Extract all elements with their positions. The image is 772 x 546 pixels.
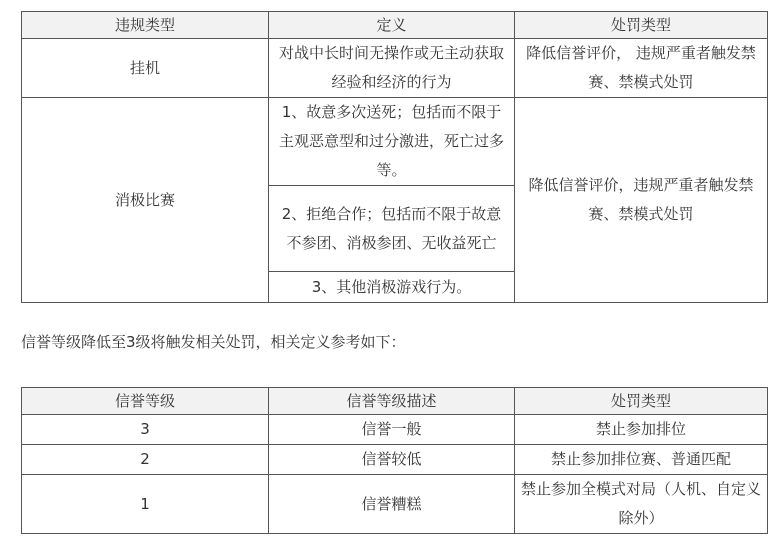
table-header-row	[22, 12, 768, 39]
penalty-cell: 降低信誉评价， 违规严重者触发禁赛、禁模式处罚	[515, 39, 768, 98]
table-row	[22, 39, 768, 98]
penalty-cell: 禁止参加全模式对局（人机、自定义除外）	[515, 475, 768, 534]
definition-cell: 对战中长时间无操作或无主动获取经验和经济的行为	[269, 39, 515, 98]
credit-level-cell: 1	[22, 475, 269, 534]
violations-table	[21, 11, 768, 303]
header-penalty-type: 处罚类型	[515, 388, 768, 415]
table-row	[22, 415, 768, 445]
credit-level-cell: 3	[22, 415, 269, 445]
credit-description-cell: 信誉较低	[269, 445, 515, 475]
credit-description-cell: 信誉糟糕	[269, 475, 515, 534]
definition-cell: 2、拒绝合作；包括而不限于故意不参团、消极参团、无收益死亡	[269, 186, 515, 272]
penalty-cell: 禁止参加排位	[515, 415, 768, 445]
header-credit-description: 信誉等级描述	[269, 388, 515, 415]
credit-level-table	[21, 387, 768, 534]
credit-level-cell: 2	[22, 445, 269, 475]
header-credit-level: 信誉等级	[22, 388, 269, 415]
header-penalty-type: 处罚类型	[515, 12, 768, 39]
penalty-cell: 禁止参加排位赛、普通匹配	[515, 445, 768, 475]
table-row	[22, 445, 768, 475]
penalty-cell: 降低信誉评价，违规严重者触发禁赛、禁模式处罚	[515, 98, 768, 303]
violation-type-cell: 消极比赛	[22, 98, 269, 303]
violation-type-cell: 挂机	[22, 39, 269, 98]
definition-cell: 1、故意多次送死；包括而不限于主观恶意型和过分激进，死亡过多等。	[269, 98, 515, 186]
credit-description-cell: 信誉一般	[269, 415, 515, 445]
definition-cell: 3、其他消极游戏行为。	[269, 272, 515, 303]
table-row	[22, 475, 768, 534]
header-violation-type: 违规类型	[22, 12, 269, 39]
credit-note: 信誉等级降低至3级将触发相关处罚，相关定义参考如下：	[21, 333, 406, 351]
table-row	[22, 98, 768, 186]
header-definition: 定义	[269, 12, 515, 39]
table-header-row	[22, 388, 768, 415]
